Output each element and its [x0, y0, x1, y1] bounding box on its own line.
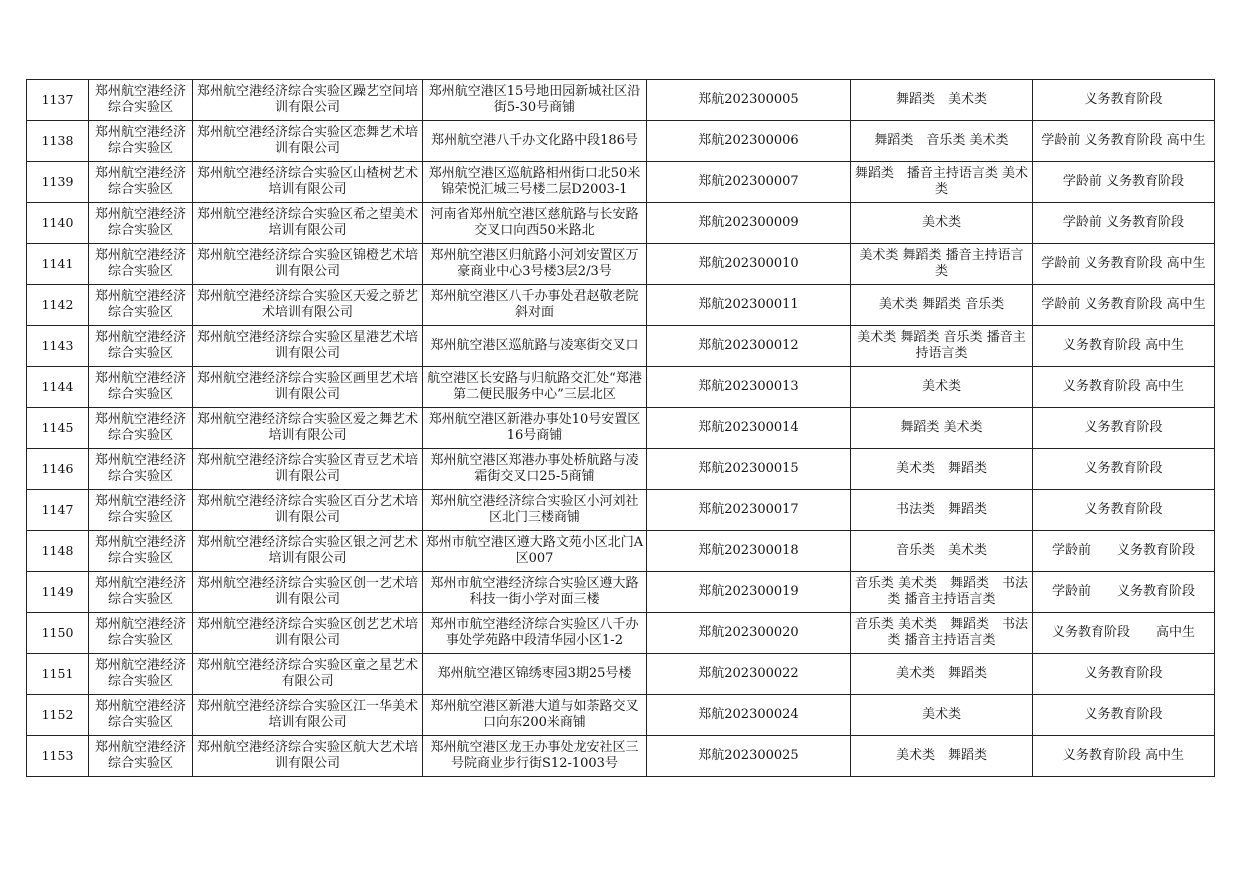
address-cell: 郑州航空港区龙王办事处龙安社区三号院商业步行街S12-1003号 — [423, 736, 647, 777]
row-number: 1141 — [27, 244, 89, 285]
district-cell: 郑州航空港经济综合实验区 — [89, 244, 193, 285]
district-cell: 郑州航空港经济综合实验区 — [89, 80, 193, 121]
row-number: 1143 — [27, 326, 89, 367]
institution-name-cell: 郑州航空港经济综合实验区恋舞艺术培训有限公司 — [193, 121, 423, 162]
table-row — [27, 490, 1215, 531]
district-cell: 郑州航空港经济综合实验区 — [89, 654, 193, 695]
institution-name-cell: 郑州航空港经济综合实验区爱之舞艺术培训有限公司 — [193, 408, 423, 449]
row-number: 1137 — [27, 80, 89, 121]
row-number: 1146 — [27, 449, 89, 490]
district-cell: 郑州航空港经济综合实验区 — [89, 326, 193, 367]
table-row — [27, 203, 1215, 244]
institution-name-cell: 郑州航空港经济综合实验区银之河艺术培训有限公司 — [193, 531, 423, 572]
license-code-cell: 郑航202300006 — [647, 121, 851, 162]
categories-cell: 美术类 舞蹈类 — [851, 654, 1033, 695]
institution-table — [26, 79, 1215, 777]
institution-name-cell: 郑州航空港经济综合实验区希之望美术培训有限公司 — [193, 203, 423, 244]
table-row — [27, 613, 1215, 654]
education-stage-cell: 学龄前 义务教育阶段 — [1033, 531, 1215, 572]
row-number: 1148 — [27, 531, 89, 572]
district-cell: 郑州航空港经济综合实验区 — [89, 121, 193, 162]
education-stage-cell: 义务教育阶段 — [1033, 449, 1215, 490]
district-cell: 郑州航空港经济综合实验区 — [89, 736, 193, 777]
row-number: 1138 — [27, 121, 89, 162]
row-number: 1142 — [27, 285, 89, 326]
license-code-cell: 郑航202300007 — [647, 162, 851, 203]
table-row — [27, 408, 1215, 449]
table-row — [27, 654, 1215, 695]
address-cell: 郑州航空港区新港办事处10号安置区16号商铺 — [423, 408, 647, 449]
license-code-cell: 郑航202300025 — [647, 736, 851, 777]
education-stage-cell: 义务教育阶段 高中生 — [1033, 736, 1215, 777]
license-code-cell: 郑航202300010 — [647, 244, 851, 285]
row-number: 1144 — [27, 367, 89, 408]
district-cell: 郑州航空港经济综合实验区 — [89, 490, 193, 531]
education-stage-cell: 义务教育阶段 — [1033, 654, 1215, 695]
institution-name-cell: 郑州航空港经济综合实验区江一华美术培训有限公司 — [193, 695, 423, 736]
education-stage-cell: 义务教育阶段 — [1033, 695, 1215, 736]
categories-cell: 美术类 舞蹈类 — [851, 736, 1033, 777]
institution-name-cell: 郑州航空港经济综合实验区躁艺空间培训有限公司 — [193, 80, 423, 121]
license-code-cell: 郑航202300005 — [647, 80, 851, 121]
education-stage-cell: 义务教育阶段 — [1033, 408, 1215, 449]
license-code-cell: 郑航202300024 — [647, 695, 851, 736]
education-stage-cell: 义务教育阶段 高中生 — [1033, 613, 1215, 654]
categories-cell: 美术类 — [851, 203, 1033, 244]
row-number: 1140 — [27, 203, 89, 244]
table-row — [27, 695, 1215, 736]
address-cell: 郑州航空港区巡航路相州街口北50米锦荣悦汇城三号楼二层D2003-1 — [423, 162, 647, 203]
row-number: 1151 — [27, 654, 89, 695]
row-number: 1147 — [27, 490, 89, 531]
address-cell: 郑州航空港区锦绣枣园3期25号楼 — [423, 654, 647, 695]
district-cell: 郑州航空港经济综合实验区 — [89, 572, 193, 613]
address-cell: 郑州市航空港经济综合实验区遵大路科技一街小学对面三楼 — [423, 572, 647, 613]
institution-name-cell: 郑州航空港经济综合实验区创一艺术培训有限公司 — [193, 572, 423, 613]
institution-name-cell: 郑州航空港经济综合实验区航大艺术培训有限公司 — [193, 736, 423, 777]
table-row — [27, 162, 1215, 203]
institution-name-cell: 郑州航空港经济综合实验区百分艺术培训有限公司 — [193, 490, 423, 531]
district-cell: 郑州航空港经济综合实验区 — [89, 408, 193, 449]
table-row — [27, 121, 1215, 162]
district-cell: 郑州航空港经济综合实验区 — [89, 613, 193, 654]
institution-name-cell: 郑州航空港经济综合实验区星港艺术培训有限公司 — [193, 326, 423, 367]
license-code-cell: 郑航202300014 — [647, 408, 851, 449]
address-cell: 郑州航空港经济综合实验区小河刘社区北门三楼商铺 — [423, 490, 647, 531]
address-cell: 郑州市航空港区遵大路文苑小区北门A区007 — [423, 531, 647, 572]
categories-cell: 美术类 舞蹈类 — [851, 449, 1033, 490]
license-code-cell: 郑航202300011 — [647, 285, 851, 326]
license-code-cell: 郑航202300018 — [647, 531, 851, 572]
table-row — [27, 367, 1215, 408]
education-stage-cell: 义务教育阶段 — [1033, 80, 1215, 121]
table-row — [27, 572, 1215, 613]
district-cell: 郑州航空港经济综合实验区 — [89, 531, 193, 572]
education-stage-cell: 学龄前 义务教育阶段 — [1033, 162, 1215, 203]
license-code-cell: 郑航202300012 — [647, 326, 851, 367]
education-stage-cell: 学龄前 义务教育阶段 高中生 — [1033, 285, 1215, 326]
categories-cell: 美术类 — [851, 367, 1033, 408]
district-cell: 郑州航空港经济综合实验区 — [89, 203, 193, 244]
institution-name-cell: 郑州航空港经济综合实验区青豆艺术培训有限公司 — [193, 449, 423, 490]
table-row — [27, 285, 1215, 326]
address-cell: 郑州航空港区15号地田园新城社区沿街5-30号商铺 — [423, 80, 647, 121]
district-cell: 郑州航空港经济综合实验区 — [89, 695, 193, 736]
table-row — [27, 531, 1215, 572]
categories-cell: 音乐类 美术类 舞蹈类 书法类 播音主持语言类 — [851, 572, 1033, 613]
categories-cell: 美术类 — [851, 695, 1033, 736]
address-cell: 郑州航空港区巡航路与凌寒街交叉口 — [423, 326, 647, 367]
table-row — [27, 449, 1215, 490]
categories-cell: 舞蹈类 播音主持语言类 美术类 — [851, 162, 1033, 203]
education-stage-cell: 学龄前 义务教育阶段 高中生 — [1033, 244, 1215, 285]
categories-cell: 舞蹈类 美术类 — [851, 80, 1033, 121]
institution-name-cell: 郑州航空港经济综合实验区锦橙艺术培训有限公司 — [193, 244, 423, 285]
address-cell: 郑州市航空港经济综合实验区八千办事处学苑路中段清华园小区1-2 — [423, 613, 647, 654]
categories-cell: 书法类 舞蹈类 — [851, 490, 1033, 531]
license-code-cell: 郑航202300022 — [647, 654, 851, 695]
categories-cell: 美术类 舞蹈类 播音主持语言类 — [851, 244, 1033, 285]
license-code-cell: 郑航202300020 — [647, 613, 851, 654]
education-stage-cell: 学龄前 义务教育阶段 高中生 — [1033, 121, 1215, 162]
address-cell: 郑州航空港八千办文化路中段186号 — [423, 121, 647, 162]
district-cell: 郑州航空港经济综合实验区 — [89, 285, 193, 326]
categories-cell: 音乐类 美术类 — [851, 531, 1033, 572]
address-cell: 郑州航空港区郑港办事处桥航路与凌霜街交叉口25-5商铺 — [423, 449, 647, 490]
education-stage-cell: 义务教育阶段 — [1033, 490, 1215, 531]
categories-cell: 美术类 舞蹈类 音乐类 播音主持语言类 — [851, 326, 1033, 367]
address-cell: 航空港区长安路与归航路交汇处“郑港第二便民服务中心”三层北区 — [423, 367, 647, 408]
license-code-cell: 郑航202300013 — [647, 367, 851, 408]
district-cell: 郑州航空港经济综合实验区 — [89, 449, 193, 490]
institution-name-cell: 郑州航空港经济综合实验区山楂树艺术培训有限公司 — [193, 162, 423, 203]
address-cell: 郑州航空港区八千办事处君赵敬老院斜对面 — [423, 285, 647, 326]
row-number: 1145 — [27, 408, 89, 449]
institution-name-cell: 郑州航空港经济综合实验区天爱之骄艺术培训有限公司 — [193, 285, 423, 326]
table-body — [27, 80, 1215, 777]
row-number: 1150 — [27, 613, 89, 654]
license-code-cell: 郑航202300019 — [647, 572, 851, 613]
license-code-cell: 郑航202300017 — [647, 490, 851, 531]
categories-cell: 美术类 舞蹈类 音乐类 — [851, 285, 1033, 326]
district-cell: 郑州航空港经济综合实验区 — [89, 367, 193, 408]
table-row — [27, 736, 1215, 777]
license-code-cell: 郑航202300009 — [647, 203, 851, 244]
row-number: 1149 — [27, 572, 89, 613]
institution-name-cell: 郑州航空港经济综合实验区画里艺术培训有限公司 — [193, 367, 423, 408]
education-stage-cell: 义务教育阶段 高中生 — [1033, 367, 1215, 408]
address-cell: 郑州航空港区归航路小河刘安置区万豪商业中心3号楼3层2/3号 — [423, 244, 647, 285]
row-number: 1139 — [27, 162, 89, 203]
education-stage-cell: 义务教育阶段 高中生 — [1033, 326, 1215, 367]
categories-cell: 舞蹈类 美术类 — [851, 408, 1033, 449]
license-code-cell: 郑航202300015 — [647, 449, 851, 490]
table-row — [27, 326, 1215, 367]
address-cell: 郑州航空港区新港大道与如荼路交叉口向东200米商铺 — [423, 695, 647, 736]
row-number: 1152 — [27, 695, 89, 736]
institution-name-cell: 郑州航空港经济综合实验区童之星艺术有限公司 — [193, 654, 423, 695]
education-stage-cell: 学龄前 义务教育阶段 — [1033, 203, 1215, 244]
row-number: 1153 — [27, 736, 89, 777]
categories-cell: 舞蹈类 音乐类 美术类 — [851, 121, 1033, 162]
address-cell: 河南省郑州航空港区慈航路与长安路交叉口向西50米路北 — [423, 203, 647, 244]
district-cell: 郑州航空港经济综合实验区 — [89, 162, 193, 203]
table-row — [27, 80, 1215, 121]
education-stage-cell: 学龄前 义务教育阶段 — [1033, 572, 1215, 613]
table-row — [27, 244, 1215, 285]
institution-name-cell: 郑州航空港经济综合实验区创艺艺术培训有限公司 — [193, 613, 423, 654]
categories-cell: 音乐类 美术类 舞蹈类 书法类 播音主持语言类 — [851, 613, 1033, 654]
